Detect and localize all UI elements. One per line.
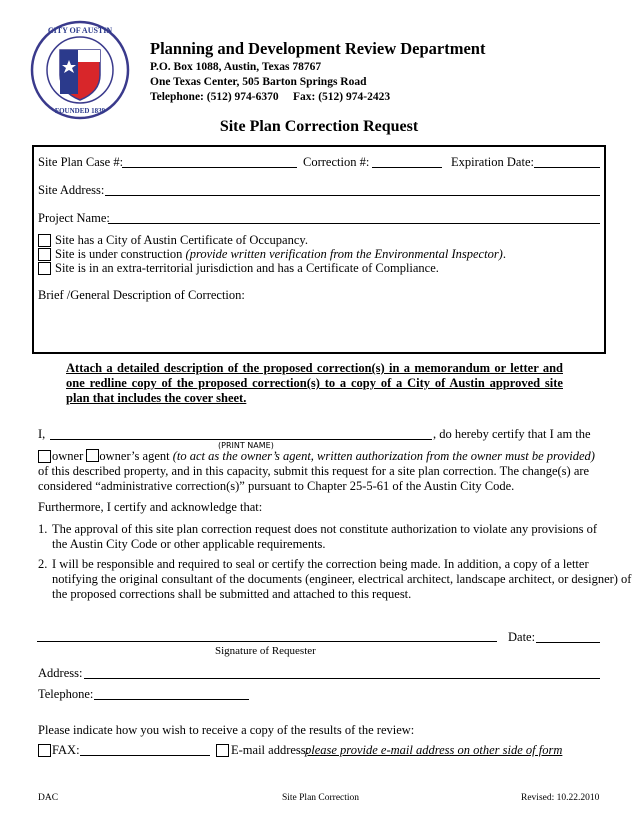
item-2-line2: notifying the original consultant of the documents (engineer, electrical architect, landscape architect, or designer) of: [52, 572, 632, 586]
street-address: One Texas Center, 505 Barton Springs Road: [150, 76, 367, 88]
correction-field[interactable]: [372, 156, 442, 168]
checkbox-occupancy[interactable]: [38, 234, 51, 247]
requester-address-field[interactable]: [84, 667, 600, 679]
city-of-austin-seal: [30, 20, 130, 120]
telephone-label: Telephone:: [38, 687, 94, 701]
date-field[interactable]: [536, 631, 600, 643]
i-label: I,: [38, 427, 46, 441]
fax-label: FAX:: [52, 743, 80, 757]
project-label: Project Name:: [38, 211, 110, 225]
seal-text-top: CITY OF AUSTIN: [47, 26, 113, 35]
site-address-field[interactable]: [105, 184, 600, 196]
telephone-field[interactable]: [94, 688, 249, 700]
address-label: Site Address:: [38, 183, 105, 197]
phone-fax: Telephone: (512) 974-6370 Fax: (512) 974-2423: [150, 91, 391, 103]
description-area[interactable]: [38, 304, 598, 348]
furthermore: Furthermore, I certify and acknowledge that:: [38, 500, 263, 514]
footer-left: DAC: [38, 793, 59, 803]
agent-label: owner’s agent: [99, 449, 170, 463]
department-name: Planning and Development Review Department: [150, 39, 486, 58]
signature-field[interactable]: [37, 630, 497, 642]
delivery-prompt: Please indicate how you wish to receive a copy of the results of the review:: [38, 723, 415, 737]
owner-agent-line: [52, 449, 595, 464]
seal-text-bottom: FOUNDED 1839: [54, 107, 106, 115]
item-2-line1: I will be responsible and required to seal or certify the correction being made. In addition, a copy of a letter: [52, 557, 589, 571]
fax-field[interactable]: [80, 744, 210, 756]
correction-label: Correction #:: [303, 155, 370, 169]
cert-line3: considered “administrative correction(s)” pursuant to Chapter 25-5-61 of the Austin City Code.: [38, 479, 515, 493]
footer-right: Revised: 10.22.2010: [521, 793, 600, 803]
attach-notice-line2: one redline copy of the proposed correction(s) to a copy of a City of Austin approved site: [66, 376, 563, 390]
case-field[interactable]: [122, 156, 297, 168]
expiration-label: Expiration Date:: [451, 155, 534, 169]
project-name-field[interactable]: [108, 212, 600, 224]
item-2-num: 2.: [38, 557, 48, 571]
checkbox-under-construction[interactable]: [38, 248, 51, 261]
case-label: Site Plan Case #:: [38, 155, 124, 169]
checkbox-agent[interactable]: [86, 449, 99, 462]
attach-notice-line3: plan that includes the cover sheet.: [66, 391, 247, 405]
expiration-field[interactable]: [534, 156, 600, 168]
print-name-hint: (PRINT NAME): [218, 441, 274, 450]
attach-notice-line1: Attach a detailed description of the proposed correction(s) in a memorandum or letter and: [66, 361, 563, 375]
item-2-line3: the proposed corrections shall be submitted and attached to this request.: [52, 587, 412, 601]
certify-text: , do hereby certify that I am the: [433, 427, 591, 441]
date-label: Date:: [508, 630, 536, 644]
check-etj-label: Site is in an extra-territorial jurisdiction and has a Certificate of Compliance.: [55, 261, 439, 275]
checkbox-etj[interactable]: [38, 262, 51, 275]
print-name-field[interactable]: [50, 428, 432, 440]
item-1-num: 1.: [38, 522, 48, 536]
po-box: P.O. Box 1088, Austin, Texas 78767: [150, 61, 322, 73]
owner-label: owner: [52, 449, 84, 463]
checkbox-owner[interactable]: [38, 450, 51, 463]
footer-center: Site Plan Correction: [282, 793, 360, 803]
cert-line2: of this described property, and in this capacity, submit this request for a site plan correction. The change(s) are: [38, 464, 590, 478]
check-occupancy-label: Site has a City of Austin Certificate of Occupancy.: [55, 233, 308, 247]
checkbox-email[interactable]: [216, 744, 229, 757]
checkbox-fax[interactable]: [38, 744, 51, 757]
requester-address-label: Address:: [38, 666, 83, 680]
description-label: Brief /General Description of Correction:: [38, 288, 245, 302]
item-1-line1: The approval of this site plan correction request does not constitute authorization to violate any provisions of: [52, 522, 598, 536]
signature-label: Signature of Requester: [215, 645, 316, 657]
agent-note: (to act as the owner’s agent, written authorization from the owner must be provided): [172, 449, 595, 463]
page-title: Site Plan Correction Request: [219, 118, 419, 135]
item-1-line2: the Austin City Code or other applicable requirements.: [52, 537, 326, 551]
email-note: please provide e-mail address on other side of form: [305, 743, 563, 757]
check-construction-label: Site is under construction (provide written verification from the Environmental Inspector).: [55, 247, 506, 261]
email-label: E-mail address:: [231, 743, 310, 757]
